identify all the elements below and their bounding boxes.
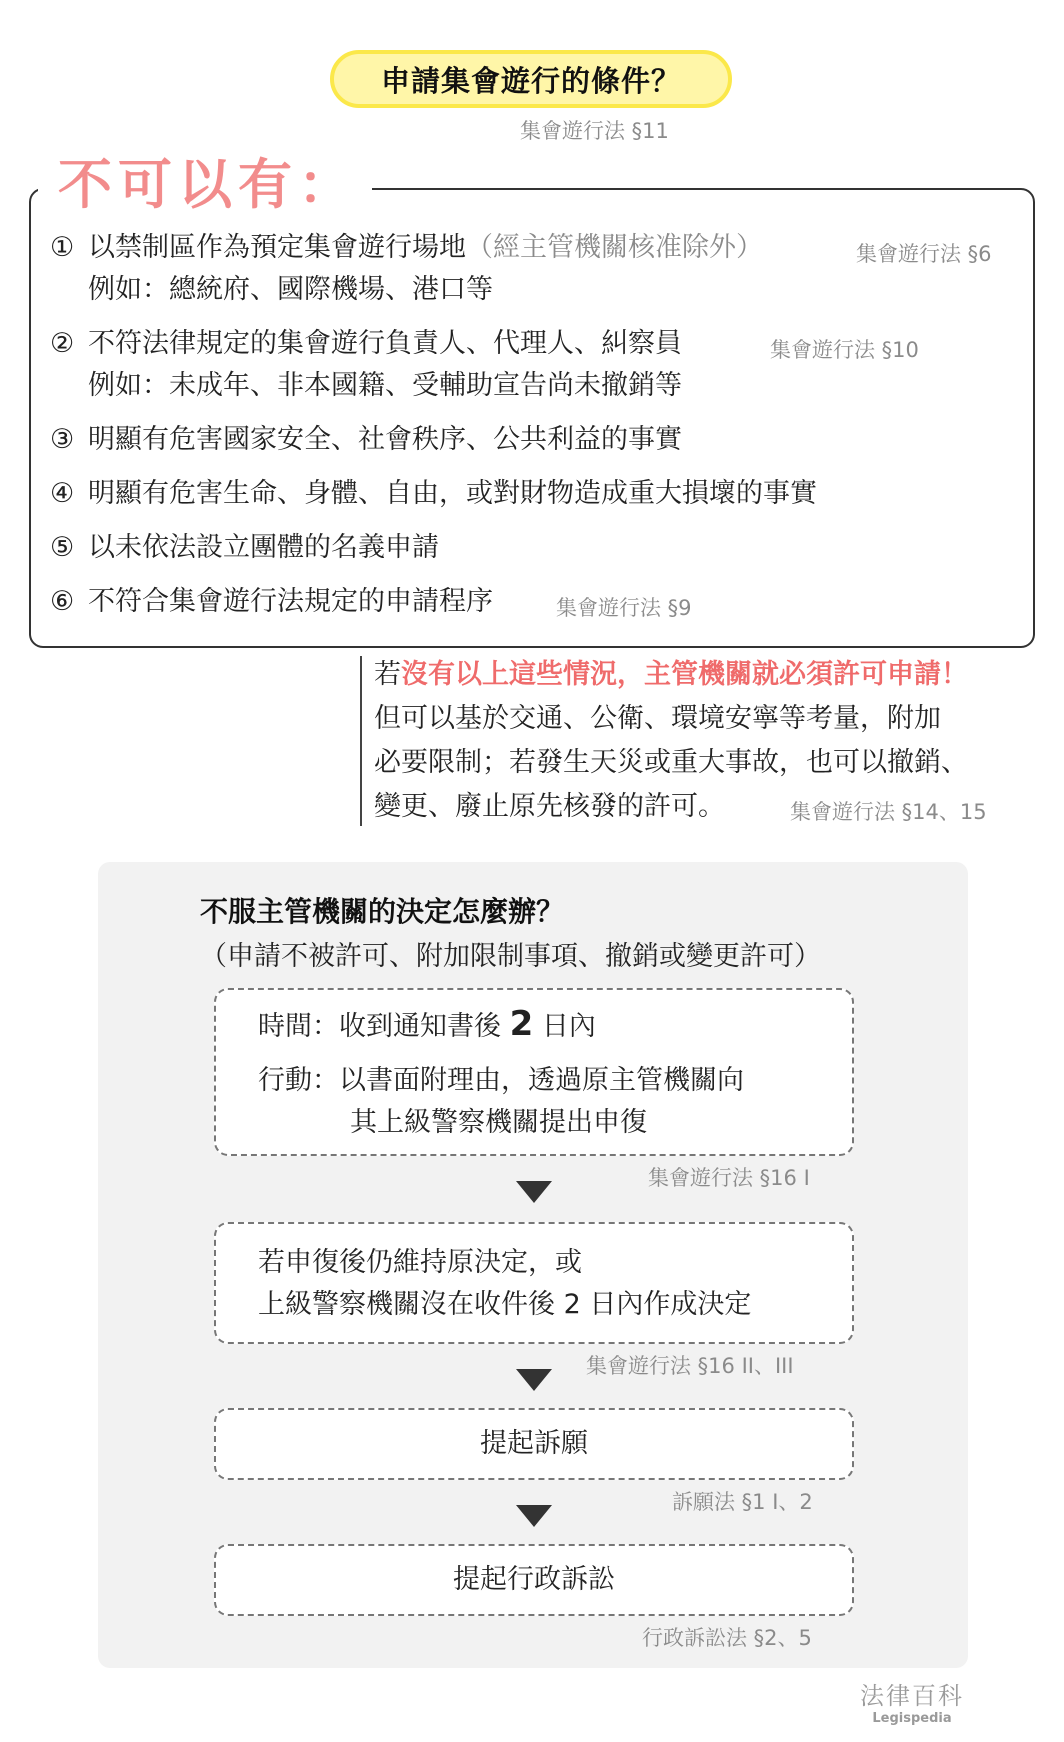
step-2-line-2: 上級警察機關沒在收件後 2 日內作成決定 <box>258 1289 752 1320</box>
step-3-law: 訴願法 §1 I、2 <box>672 1490 813 1514</box>
item-2-example: 例如：未成年、非本國籍、受輔助宣告尚未撤銷等 <box>88 370 682 401</box>
brand-name: 法律百科 <box>860 1682 964 1710</box>
step-1-time <box>258 1003 596 1048</box>
item-1-law: 集會遊行法 §6 <box>856 242 992 266</box>
down-arrow-icon <box>516 1181 552 1203</box>
item-number: ① <box>50 232 75 263</box>
condition-item-4 <box>50 474 817 514</box>
condition-item-6 <box>50 582 493 622</box>
appeal-title: 不服主管機關的決定怎麼辦？ <box>200 895 565 928</box>
note-line-3: 必要限制；若發生天災或重大事故，也可以撤銷、 <box>374 747 968 778</box>
time-number: 2 <box>509 1004 534 1044</box>
step-1-law: 集會遊行法 §16 I <box>648 1166 810 1190</box>
step-4-law: 行政訴訟法 §2、5 <box>642 1626 812 1650</box>
note-law: 集會遊行法 §14、15 <box>790 800 987 824</box>
item-text: 明顯有危害生命、身體、自由，或對財物造成重大損壞的事實 <box>88 478 817 509</box>
note-line-1 <box>374 653 968 697</box>
item-text: 以未依法設立團體的名義申請 <box>88 532 439 563</box>
step-3-text: 提起訴願 <box>480 1428 588 1459</box>
step-2-line-1: 若申復後仍維持原決定，或 <box>258 1247 582 1278</box>
note-line-4: 變更、廢止原先核發的許可。 <box>374 791 725 822</box>
item-text: 以禁制區作為預定集會遊行場地 <box>88 232 466 263</box>
item-exception: （經主管機關核准除外） <box>466 232 763 263</box>
item-text: 不符合集會遊行法規定的申請程序 <box>88 586 493 617</box>
step-4-box <box>214 1544 854 1616</box>
time-suffix: 日內 <box>533 1011 596 1042</box>
prohibited-heading: 不可以有： <box>38 150 372 220</box>
item-2-law: 集會遊行法 §10 <box>770 338 919 362</box>
down-arrow-icon <box>516 1369 552 1391</box>
time-prefix: 時間：收到通知書後 <box>258 1011 510 1042</box>
down-arrow-icon <box>516 1505 552 1527</box>
item-number: ⑤ <box>50 532 75 563</box>
item-number: ③ <box>50 424 75 455</box>
brand-logo <box>860 1676 964 1726</box>
condition-item-1 <box>50 228 763 268</box>
item-1-example: 例如：總統府、國際機場、港口等 <box>88 274 493 305</box>
note-prefix: 若 <box>374 659 401 690</box>
step-1-action-line-2: 其上級警察機關提出申復 <box>350 1107 647 1138</box>
item-text: 明顯有危害國家安全、社會秩序、公共利益的事實 <box>88 424 682 455</box>
item-number: ② <box>50 328 75 359</box>
step-1-action-line-1: 行動：以書面附理由，透過原主管機關向 <box>258 1065 744 1096</box>
step-3-box <box>214 1408 854 1480</box>
item-6-law: 集會遊行法 §9 <box>556 596 692 620</box>
step-2-law: 集會遊行法 §16 II、III <box>586 1354 794 1378</box>
item-number: ④ <box>50 478 75 509</box>
title-law-citation: 集會遊行法 §11 <box>520 119 669 143</box>
note-line-2: 但可以基於交通、公衛、環境安寧等考量，附加 <box>374 703 941 734</box>
note-highlight: 沒有以上這些情況，主管機關就必須許可申請！ <box>401 659 968 690</box>
item-text: 不符法律規定的集會遊行負責人、代理人、糾察員 <box>88 328 682 359</box>
step-4-text: 提起行政訴訟 <box>453 1564 615 1595</box>
brand-sub: Legispedia <box>872 1711 952 1726</box>
item-number: ⑥ <box>50 586 75 617</box>
condition-item-5 <box>50 528 439 568</box>
condition-item-3 <box>50 420 682 460</box>
appeal-subtitle: （申請不被許可、附加限制事項、撤銷或變更許可） <box>200 941 821 972</box>
condition-item-2 <box>50 324 682 364</box>
page-title: 申請集會遊行的條件？ <box>330 50 732 108</box>
note-divider <box>360 656 362 826</box>
